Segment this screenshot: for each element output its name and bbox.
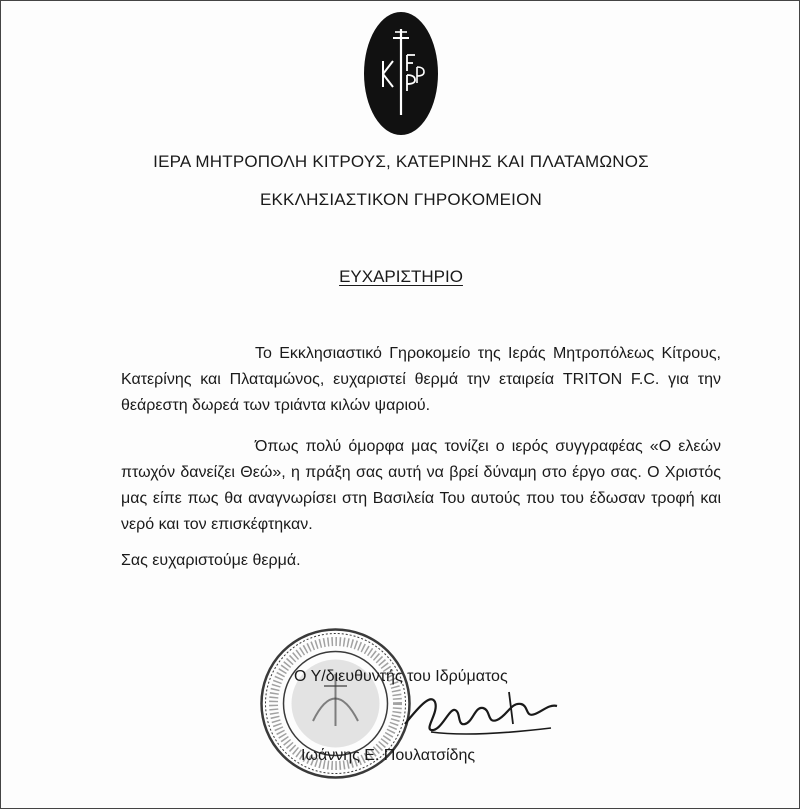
signatory-title: Ο Υ/διευθυντής του Ιδρύματος xyxy=(294,668,508,685)
body-paragraph-1: Το Εκκλησιαστικό Γηροκομείο της Ιεράς Μητροπόλεως Κίτρους, Κατερίνης και Πλαταμώνος, ευχαριστεί θερμά την εταιρεία TRITON F.C. για την θεάρεστη δωρεά των τριάντα κιλών ψαριού. xyxy=(121,345,721,414)
institution-name: ΕΚΚΛΗΣΙΑΣΤΙΚΟΝ ΓΗΡΟΚΟΜΕΙΟΝ xyxy=(259,190,543,209)
metropolis-name: ΙΕΡΑ ΜΗΤΡΟΠΟΛΗ ΚΙΤΡΟΥΣ, ΚΑΤΕΡΙΝΗΣ ΚΑΙ ΠΛΑΤΑΜΩΝΟΣ xyxy=(153,152,649,171)
body-paragraph-2: Όπως πολύ όμορφα μας τονίζει ο ιερός συγγραφέας «Ο ελεών πτωχόν δανείζει Θεώ», η πράξη σας αυτή να βρεί δύναμη στο έργο σας. Ο Χριστός μας είπε πως θα αναγνωρίσει στη Βασιλεία Του αυτούς που του έδωσαν τροφή και νερό και τον επισκέφτηκαν. xyxy=(121,438,721,533)
signatory-name: Ιωάννης Ε. Πουλατσίδης xyxy=(301,747,476,764)
metropolis-emblem-icon xyxy=(363,11,439,136)
handwritten-signature-icon xyxy=(401,684,561,744)
closing-line: Σας ευχαριστούμε θερμά. xyxy=(121,552,301,569)
document-title: ΕΥΧΑΡΙΣΤΗΡΙΟ xyxy=(339,267,463,286)
